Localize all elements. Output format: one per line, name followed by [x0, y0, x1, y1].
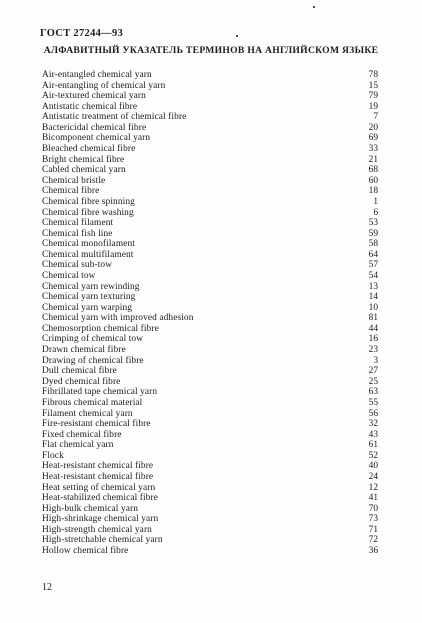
entry-number: 18 [368, 186, 378, 197]
entry-number: 40 [368, 461, 378, 472]
entry-number: 20 [368, 122, 378, 133]
index-entry [42, 493, 378, 504]
entry-number: 43 [368, 429, 378, 440]
entry-term: Dyed chemical fibre [42, 376, 121, 387]
index-entry [42, 81, 378, 92]
entry-number: 24 [368, 471, 378, 482]
entry-term: Chemical fish line [42, 228, 113, 239]
entry-term: Chemical monofilament [42, 239, 135, 250]
entry-term: Chemical sub-tow [42, 260, 113, 271]
entry-term: Heat-resistant chemical fibre [42, 461, 154, 472]
entry-term: Chemical yarn texturing [42, 292, 136, 303]
entry-number: 63 [368, 387, 378, 398]
index-entry [42, 334, 378, 345]
index-entry [42, 165, 378, 176]
entry-number: 61 [368, 440, 378, 451]
entry-term: Cabled chemical yarn [42, 165, 126, 176]
index-entry [42, 186, 378, 197]
entry-number: 71 [368, 524, 378, 535]
entry-term: Bleached chemical fibre [42, 144, 136, 155]
entry-term: High-stretchable chemical yarn [42, 535, 163, 546]
entry-term: Bright chemical fibre [42, 154, 125, 165]
entry-number: 14 [368, 292, 378, 303]
index-entry [42, 472, 378, 483]
entry-term: Filament chemical yarn [42, 408, 133, 419]
entry-term: Fixed chemical fibre [42, 429, 122, 440]
entry-number: 73 [368, 514, 378, 525]
entry-term: Chemical yarn rewinding [42, 281, 140, 292]
index-entry [42, 260, 378, 271]
entry-number: 10 [368, 302, 378, 313]
entry-number: 23 [368, 345, 378, 356]
index-entry [42, 451, 378, 462]
index-entry [42, 144, 378, 155]
entry-term: Bactericidal chemical fibre [42, 122, 147, 133]
entry-number: 1 [373, 196, 378, 207]
entry-number: 44 [368, 323, 378, 334]
entry-number: 78 [368, 70, 378, 80]
entry-term: Chemosorption chemical fibre [42, 323, 159, 334]
entry-number: 41 [368, 493, 378, 504]
page-number: 12 [42, 582, 52, 593]
entry-term: Chemical yarn with improved adhesion [42, 313, 194, 324]
entry-number: 54 [368, 270, 378, 281]
entry-number: 59 [368, 228, 378, 239]
index-entry [42, 525, 378, 536]
entry-number: 79 [368, 91, 378, 102]
entry-number: 3 [373, 355, 378, 366]
entry-term: Fire-resistant chemical fibre [42, 419, 151, 430]
entry-term: Fibrillated tape chemical yarn [42, 387, 158, 398]
entry-term: Hollow chemical fibre [42, 546, 129, 557]
entry-term: High-bulk chemical yarn [42, 503, 139, 514]
index-entry [42, 535, 378, 546]
term-index-list [42, 70, 378, 557]
index-entry [42, 91, 378, 102]
index-entry [42, 313, 378, 324]
entry-number: 53 [368, 218, 378, 229]
entry-term: Chemical fibre spinning [42, 196, 135, 207]
entry-number: 70 [368, 503, 378, 514]
entry-term: Fibrous chemical material [42, 397, 143, 408]
entry-number: 52 [368, 450, 378, 461]
entry-term: Heat-resistant chemical fibre [42, 471, 154, 482]
index-entry [42, 303, 378, 314]
entry-number: 16 [368, 334, 378, 345]
index-entry [42, 176, 378, 187]
entry-number: 21 [368, 154, 378, 165]
index-entry [42, 356, 378, 367]
index-entry [42, 208, 378, 219]
index-entry [42, 324, 378, 335]
entry-number: 32 [368, 419, 378, 430]
entry-term: Chemical multifilament [42, 249, 134, 260]
index-entry [42, 419, 378, 430]
entry-term: Bicomponent chemical yarn [42, 133, 151, 144]
index-entry [42, 282, 378, 293]
index-entry [42, 102, 378, 113]
entry-term: Antistatic chemical fibre [42, 101, 138, 112]
entry-term: Chemical bristle [42, 175, 106, 186]
entry-number: 33 [368, 144, 378, 155]
index-entry [42, 546, 378, 557]
index-entry [42, 218, 378, 229]
entry-number: 68 [368, 165, 378, 176]
standard-code: ГОСТ 27244—93 [40, 28, 124, 39]
index-entry [42, 398, 378, 409]
index-entry [42, 133, 378, 144]
index-entry [42, 292, 378, 303]
entry-term: Flock [42, 450, 64, 461]
entry-term: Air-textured chemical yarn [42, 91, 146, 102]
index-entry [42, 345, 378, 356]
entry-term: High-strength chemical yarn [42, 524, 152, 535]
index-entry [42, 123, 378, 134]
entry-number: 58 [368, 239, 378, 250]
entry-number: 55 [368, 397, 378, 408]
entry-term: Antistatic treatment of chemical fibre [42, 112, 187, 123]
entry-term: Chemical filament [42, 218, 114, 229]
index-entry [42, 229, 378, 240]
scan-speck [236, 35, 238, 37]
entry-term: Chemical fibre [42, 186, 100, 197]
entry-number: 19 [368, 101, 378, 112]
entry-term: Drawn chemical fibre [42, 345, 126, 356]
entry-number: 57 [368, 260, 378, 271]
entry-term: Drawing of chemical fibre [42, 355, 144, 366]
entry-term: Chemical yarn warping [42, 302, 133, 313]
scan-speck [313, 6, 315, 8]
entry-number: 6 [373, 207, 378, 218]
entry-number: 81 [368, 313, 378, 324]
index-entry [42, 409, 378, 420]
entry-number: 15 [368, 80, 378, 91]
index-entry [42, 377, 378, 388]
index-entry [42, 271, 378, 282]
entry-term: High-shrinkage chemical yarn [42, 514, 159, 525]
index-entry [42, 197, 378, 208]
entry-number: 72 [368, 535, 378, 546]
entry-term: Air-entangling of chemical yarn [42, 80, 166, 91]
index-entry [42, 387, 378, 398]
entry-number: 13 [368, 281, 378, 292]
entry-term: Heat setting of chemical yarn [42, 482, 156, 493]
entry-term: Chemical fibre washing [42, 207, 134, 218]
index-entry [42, 155, 378, 166]
entry-number: 36 [368, 546, 378, 557]
entry-term: Air-entangled chemical yarn [42, 70, 152, 80]
entry-number: 69 [368, 133, 378, 144]
entry-number: 64 [368, 249, 378, 260]
entry-number: 56 [368, 408, 378, 419]
index-entry [42, 70, 378, 81]
index-entry [42, 112, 378, 123]
entry-term: Crimping of chemical tow [42, 334, 144, 345]
entry-number: 12 [368, 482, 378, 493]
index-entry [42, 366, 378, 377]
section-title: АЛФАВИТНЫЙ УКАЗАТЕЛЬ ТЕРМИНОВ НА АНГЛИЙСКОМ ЯЗЫКЕ [43, 45, 379, 56]
index-entry [42, 461, 378, 472]
entry-number: 7 [373, 112, 378, 123]
entry-number: 60 [368, 175, 378, 186]
index-entry [42, 514, 378, 525]
entry-number: 27 [368, 366, 378, 377]
entry-term: Heat-stabilized chemical fibre [42, 493, 158, 504]
index-entry [42, 430, 378, 441]
index-entry [42, 239, 378, 250]
index-entry [42, 440, 378, 451]
entry-term: Chemical tow [42, 270, 96, 281]
entry-term: Flat chemical yarn [42, 440, 114, 451]
index-entry [42, 504, 378, 515]
entry-number: 25 [368, 376, 378, 387]
entry-term: Dull chemical fibre [42, 366, 117, 377]
index-entry [42, 483, 378, 494]
index-entry [42, 250, 378, 261]
